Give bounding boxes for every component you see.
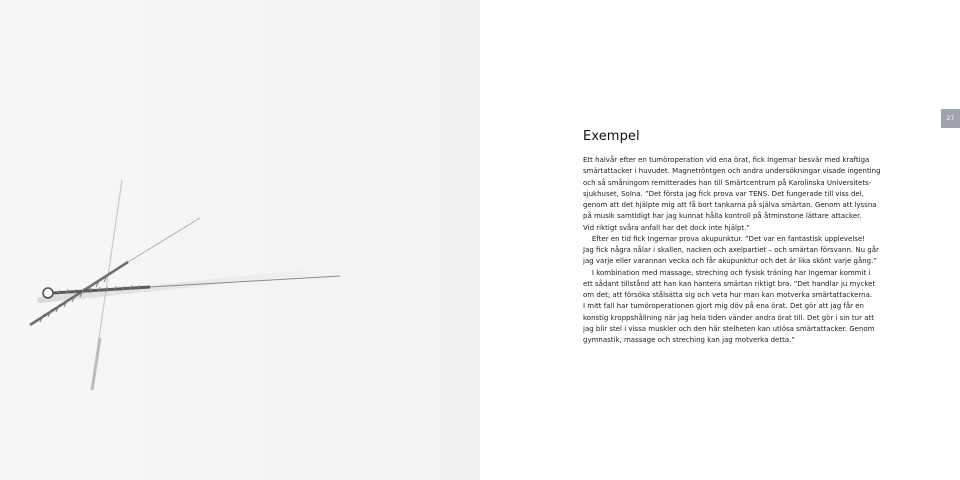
article-body: [583, 155, 881, 347]
needle-handle: [92, 338, 100, 390]
article-line: smärtattacker i huvudet. Magnetröntgen och andra undersökningar visade ingenting: [583, 167, 881, 176]
needle-shaft: [98, 180, 122, 345]
article-line: Vid riktigt svåra anfall har det dock inte hjälpt.”: [583, 223, 751, 232]
article-line: ett sådant tillstånd att han kan hantera smärtan riktigt bra. ”Det handlar ju mycket: [583, 279, 876, 288]
article-line: på musik samtidigt har jag kunnat hålla kontroll på åtminstone lättare attacker.: [583, 212, 862, 221]
article-line: genom att det hjälpte mig att få bort tankarna på själva smärtan. Genom att lyssna: [583, 201, 877, 210]
article-line: gymnastik, massage och streching kan jag motverka detta.”: [583, 336, 795, 345]
page-number: 27: [941, 109, 960, 128]
article-line: om det; att försöka stålsätta sig och veta hur man kan motverka smärtattackerna.: [583, 291, 873, 300]
article-line: Jag fick några nålar i skallen, nacken och axelpartiet – och smärtan försvann. Nu går: [583, 246, 879, 255]
article-line: sjukhuset, Solna. ”Det första jag fick prova var TENS. Det fungerade till viss del,: [583, 189, 864, 198]
article-line: I mitt fall har tumöroperationen gjort mig döv på ena örat. Det gör att jag får en: [583, 302, 864, 311]
needle-shaft: [128, 218, 200, 262]
article-line: jag varje eller varannan vecka och får akupunktur och det är lika skönt varje gång.”: [583, 257, 877, 266]
page-heading: Exempel: [583, 129, 640, 144]
article-line: I kombination med massage, streching och fysisk träning har Ingemar kommit i: [583, 268, 871, 277]
article-line: Efter en tid fick Ingemar prova akupunktur. ”Det var en fantastisk upplevelse!: [583, 234, 866, 243]
article-line: Ett halvår efter en tumöroperation vid ena örat, fick Ingemar besvär med kraftiga: [583, 156, 870, 164]
article-line: jag blir stel i vissa muskler och den här stelheten kan utlösa smärtattacker. Genom: [583, 324, 875, 333]
article-line: och så småningom remitterades han till Smärtcentrum på Karolinska Universitets-: [583, 178, 872, 187]
article-line: konstig kroppshållning när jag hela tiden vänder andra örat till. Det gör i sin tur att: [583, 313, 874, 322]
